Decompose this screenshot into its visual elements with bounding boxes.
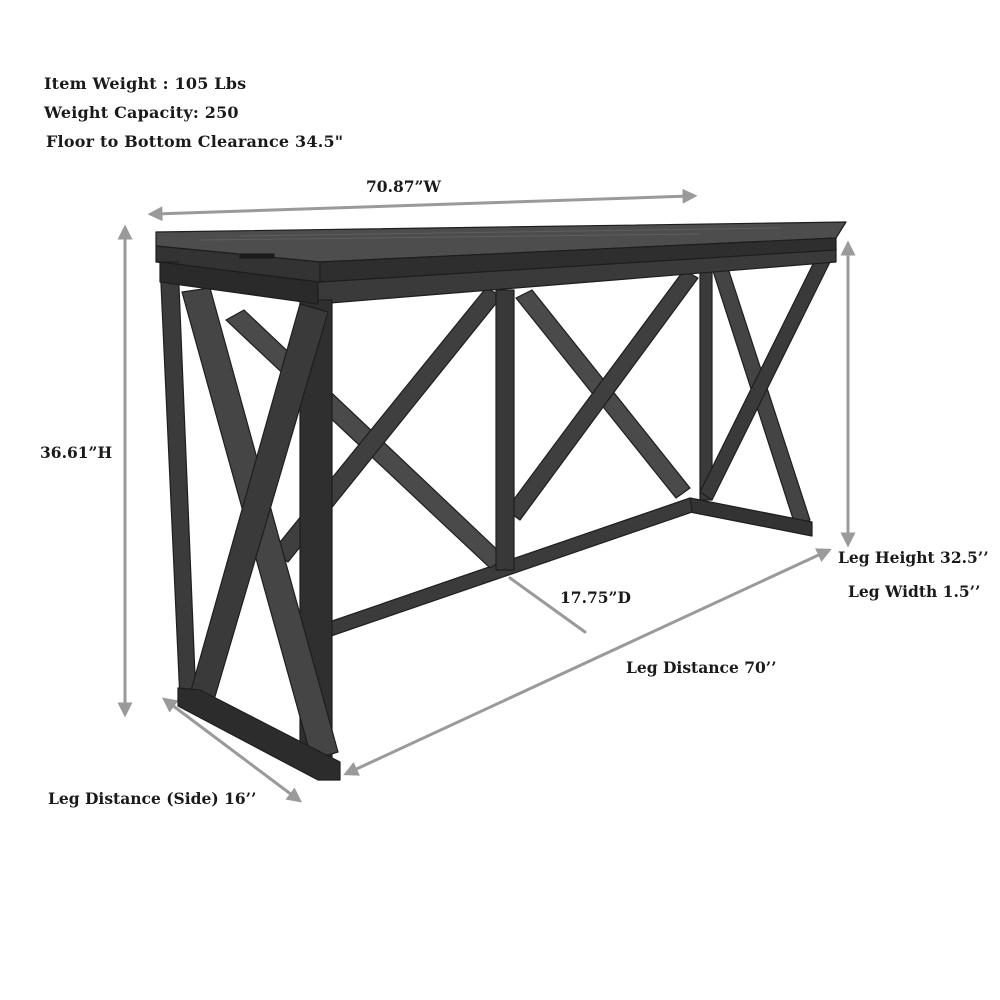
leg-height-label: Leg Height 32.5’’ xyxy=(838,548,989,567)
center-post xyxy=(496,290,514,570)
item-weight-spec: Item Weight : 105 Lbs xyxy=(44,74,247,93)
width-label: 70.87”W xyxy=(366,177,441,196)
table-body xyxy=(156,222,846,780)
back-right-leg-a xyxy=(700,262,712,500)
clearance-spec: Floor to Bottom Clearance 34.5" xyxy=(46,132,344,151)
width-dimension-line xyxy=(155,196,690,214)
side-leg-distance-label: Leg Distance (Side) 16’’ xyxy=(48,789,257,808)
height-label: 36.61”H xyxy=(40,443,113,462)
leg-width-label: Leg Width 1.5’’ xyxy=(848,582,981,601)
top-slot xyxy=(240,254,274,258)
left-rear-post xyxy=(160,262,196,700)
leg-distance-label: Leg Distance 70’’ xyxy=(626,658,777,677)
depth-label: 17.75”D xyxy=(560,588,631,607)
weight-capacity-spec: Weight Capacity: 250 xyxy=(44,103,239,122)
